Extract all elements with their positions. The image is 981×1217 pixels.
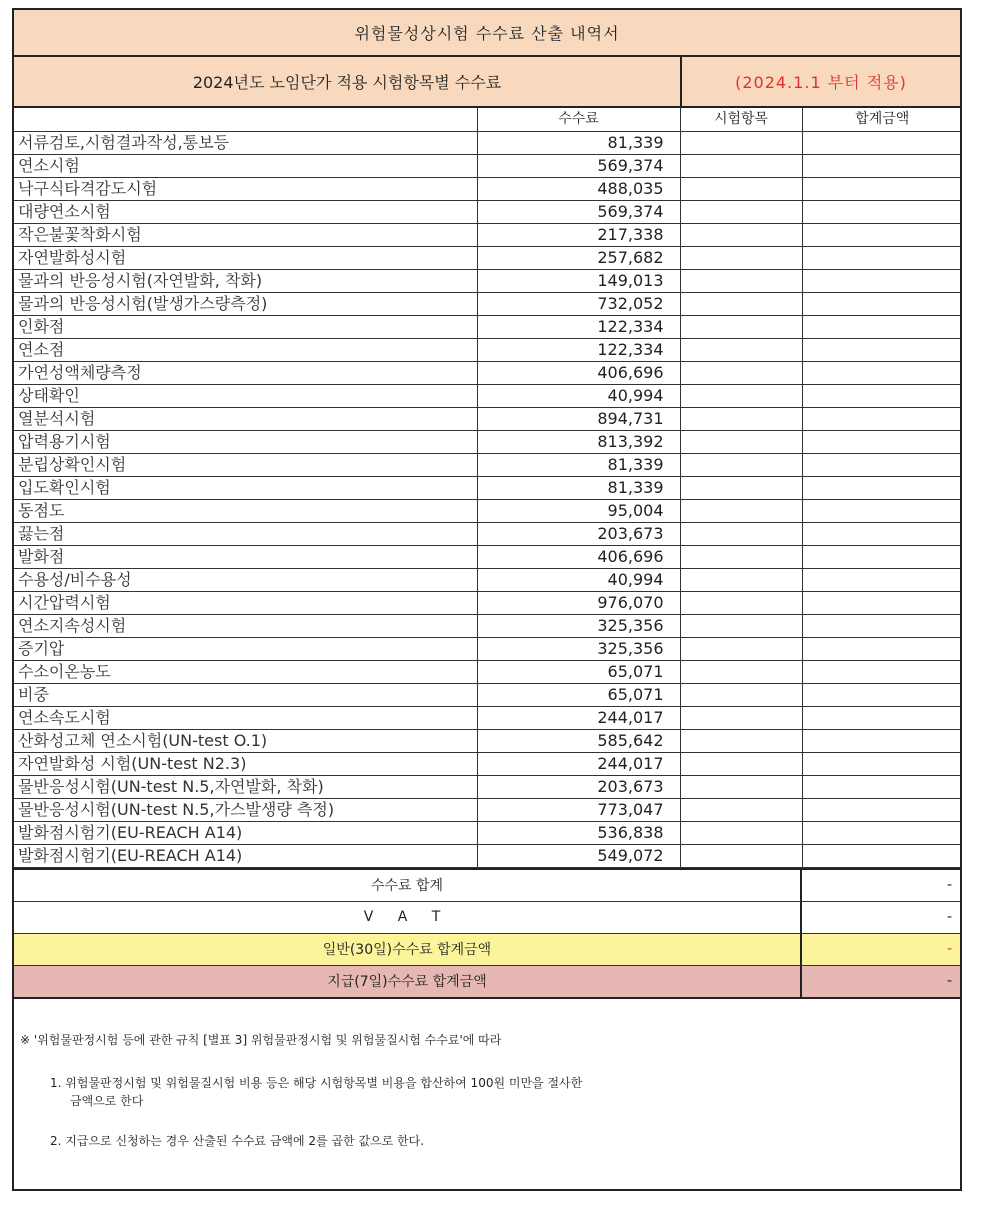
table-row xyxy=(14,683,962,706)
fee-table-body xyxy=(14,131,962,867)
test-item-cell xyxy=(680,660,802,683)
test-item-cell xyxy=(680,683,802,706)
test-name-cell: 비중 xyxy=(14,683,477,706)
test-name-cell: 연소시험 xyxy=(14,154,477,177)
table-row xyxy=(14,338,962,361)
table-row xyxy=(14,637,962,660)
test-name-cell: 발화점시험기(EU-REACH A14) xyxy=(14,821,477,844)
fee-cell: 40,994 xyxy=(477,568,680,591)
fee-cell: 536,838 xyxy=(477,821,680,844)
fee-cell: 569,374 xyxy=(477,200,680,223)
fee-cell: 65,071 xyxy=(477,683,680,706)
table-row xyxy=(14,154,962,177)
fee-statement-sheet xyxy=(12,8,962,1191)
test-name-cell: 발화점 xyxy=(14,545,477,568)
subheader xyxy=(14,57,960,108)
note-item-2-text: 지급으로 신청하는 경우 산출된 수수료 금액에 2를 곱한 값으로 한다. xyxy=(65,1133,425,1148)
table-row xyxy=(14,729,962,752)
test-name-cell: 수용성/비수용성 xyxy=(14,568,477,591)
total-amount-cell xyxy=(802,844,962,867)
urgent-total-label: 지급(7일)수수료 합계금액 xyxy=(14,966,802,997)
fee-cell: 325,356 xyxy=(477,614,680,637)
test-name-cell: 수소이온농도 xyxy=(14,660,477,683)
fee-cell: 203,673 xyxy=(477,775,680,798)
test-item-cell xyxy=(680,752,802,775)
total-amount-cell xyxy=(802,315,962,338)
fee-cell: 488,035 xyxy=(477,177,680,200)
normal-total-value: - xyxy=(946,941,952,957)
column-header-name xyxy=(14,108,477,131)
test-name-cell: 끓는점 xyxy=(14,522,477,545)
total-amount-cell xyxy=(802,729,962,752)
table-row xyxy=(14,361,962,384)
total-amount-cell xyxy=(802,453,962,476)
note-item-2-number: 2. xyxy=(50,1133,62,1148)
table-row xyxy=(14,568,962,591)
fee-cell: 149,013 xyxy=(477,269,680,292)
fee-total-label: 수수료 합계 xyxy=(14,870,802,901)
fee-cell: 244,017 xyxy=(477,752,680,775)
totals-section xyxy=(14,868,960,999)
fee-total-value: - xyxy=(946,877,952,893)
test-name-cell: 발화점시험기(EU-REACH A14) xyxy=(14,844,477,867)
test-name-cell: 대량연소시험 xyxy=(14,200,477,223)
fee-cell: 122,334 xyxy=(477,338,680,361)
total-amount-cell xyxy=(802,154,962,177)
test-item-cell xyxy=(680,568,802,591)
table-row xyxy=(14,453,962,476)
total-amount-cell xyxy=(802,821,962,844)
urgent-total-row xyxy=(14,965,960,999)
total-amount-cell xyxy=(802,637,962,660)
total-amount-cell xyxy=(802,292,962,315)
total-amount-cell xyxy=(802,775,962,798)
fee-cell: 406,696 xyxy=(477,545,680,568)
total-amount-cell xyxy=(802,522,962,545)
test-item-cell xyxy=(680,177,802,200)
test-item-cell xyxy=(680,775,802,798)
column-header-fee: 수수료 xyxy=(477,108,680,131)
fee-cell: 81,339 xyxy=(477,453,680,476)
test-name-cell: 입도확인시험 xyxy=(14,476,477,499)
fee-cell: 406,696 xyxy=(477,361,680,384)
total-amount-cell xyxy=(802,177,962,200)
fee-cell: 585,642 xyxy=(477,729,680,752)
total-amount-cell xyxy=(802,269,962,292)
note-item-1-number: 1. xyxy=(50,1075,62,1090)
test-item-cell xyxy=(680,706,802,729)
test-item-cell xyxy=(680,407,802,430)
vat-row xyxy=(14,901,960,933)
test-item-cell xyxy=(680,269,802,292)
test-item-cell xyxy=(680,844,802,867)
fee-cell: 813,392 xyxy=(477,430,680,453)
note-item-1-line2: 금액으로 한다 xyxy=(70,1093,144,1108)
total-amount-cell xyxy=(802,246,962,269)
fee-cell: 244,017 xyxy=(477,706,680,729)
total-amount-cell xyxy=(802,660,962,683)
fee-cell: 81,339 xyxy=(477,131,680,154)
test-item-cell xyxy=(680,154,802,177)
test-item-cell xyxy=(680,522,802,545)
fee-cell: 325,356 xyxy=(477,637,680,660)
table-row xyxy=(14,798,962,821)
test-item-cell xyxy=(680,200,802,223)
table-row xyxy=(14,821,962,844)
fee-cell: 217,338 xyxy=(477,223,680,246)
test-item-cell xyxy=(680,361,802,384)
total-amount-cell xyxy=(802,798,962,821)
fee-cell: 203,673 xyxy=(477,522,680,545)
test-item-cell xyxy=(680,430,802,453)
normal-total-row xyxy=(14,933,960,965)
fee-cell: 732,052 xyxy=(477,292,680,315)
test-item-cell xyxy=(680,315,802,338)
test-name-cell: 물반응성시험(UN-test N.5,가스발생량 측정) xyxy=(14,798,477,821)
test-name-cell: 연소속도시험 xyxy=(14,706,477,729)
fee-cell: 569,374 xyxy=(477,154,680,177)
table-row xyxy=(14,315,962,338)
table-row xyxy=(14,752,962,775)
test-name-cell: 인화점 xyxy=(14,315,477,338)
notes-heading: ※ '위험물판정시험 등에 관한 규칙 [별표 3] 위험물판정시험 및 위험물질시험 수수료'에 따라 xyxy=(20,1032,502,1047)
test-item-cell xyxy=(680,223,802,246)
table-row xyxy=(14,706,962,729)
fee-cell: 976,070 xyxy=(477,591,680,614)
total-amount-cell xyxy=(802,223,962,246)
fee-cell: 65,071 xyxy=(477,660,680,683)
fee-cell: 773,047 xyxy=(477,798,680,821)
note-item-1-line1: 위험물판정시험 및 위험물질시험 비용 등은 해당 시험항목별 비용을 합산하여 100원 미만을 절사한 xyxy=(65,1075,583,1090)
total-amount-cell xyxy=(802,430,962,453)
total-amount-cell xyxy=(802,499,962,522)
test-item-cell xyxy=(680,591,802,614)
normal-total-label: 일반(30일)수수료 합계금액 xyxy=(14,934,802,965)
test-name-cell: 작은불꽃착화시험 xyxy=(14,223,477,246)
test-name-cell: 동점도 xyxy=(14,499,477,522)
test-name-cell: 자연발화성시험 xyxy=(14,246,477,269)
total-amount-cell xyxy=(802,591,962,614)
notes-section xyxy=(14,999,960,1150)
table-row xyxy=(14,384,962,407)
document-title: 위험물성상시험 수수료 산출 내역서 xyxy=(14,10,960,57)
table-row xyxy=(14,269,962,292)
total-amount-cell xyxy=(802,706,962,729)
table-row xyxy=(14,522,962,545)
total-amount-cell xyxy=(802,476,962,499)
total-amount-cell xyxy=(802,338,962,361)
total-amount-cell xyxy=(802,361,962,384)
table-row xyxy=(14,775,962,798)
total-amount-cell xyxy=(802,200,962,223)
test-item-cell xyxy=(680,729,802,752)
table-row xyxy=(14,407,962,430)
fee-cell: 40,994 xyxy=(477,384,680,407)
urgent-total-value: - xyxy=(946,973,952,989)
fee-table xyxy=(14,108,962,868)
table-row xyxy=(14,131,962,154)
test-item-cell xyxy=(680,637,802,660)
fee-table-header xyxy=(14,108,962,131)
test-item-cell xyxy=(680,614,802,637)
table-row xyxy=(14,844,962,867)
total-amount-cell xyxy=(802,131,962,154)
test-name-cell: 상태확인 xyxy=(14,384,477,407)
effective-date: (2024.1.1 부터 적용) xyxy=(735,73,907,92)
test-item-cell xyxy=(680,384,802,407)
subheader-left: 2024년도 노임단가 적용 시험항목별 수수료 xyxy=(14,57,682,106)
note-item-1 xyxy=(20,1074,960,1110)
table-row xyxy=(14,614,962,637)
fee-cell: 257,682 xyxy=(477,246,680,269)
test-item-cell xyxy=(680,246,802,269)
table-row xyxy=(14,430,962,453)
test-name-cell: 열분석시험 xyxy=(14,407,477,430)
test-item-cell xyxy=(680,453,802,476)
total-amount-cell xyxy=(802,683,962,706)
total-amount-cell xyxy=(802,384,962,407)
table-row xyxy=(14,223,962,246)
test-item-cell xyxy=(680,131,802,154)
test-item-cell xyxy=(680,545,802,568)
test-item-cell xyxy=(680,821,802,844)
column-header-total: 합계금액 xyxy=(802,108,962,131)
vat-value: - xyxy=(946,909,952,925)
test-name-cell: 물과의 반응성시험(발생가스량측정) xyxy=(14,292,477,315)
note-item-2 xyxy=(20,1132,960,1150)
fee-total-row xyxy=(14,868,960,901)
test-name-cell: 증기압 xyxy=(14,637,477,660)
test-name-cell: 물반응성시험(UN-test N.5,자연발화, 착화) xyxy=(14,775,477,798)
table-row xyxy=(14,476,962,499)
column-header-test-item: 시험항목 xyxy=(680,108,802,131)
table-row xyxy=(14,292,962,315)
test-name-cell: 분립상확인시험 xyxy=(14,453,477,476)
fee-cell: 81,339 xyxy=(477,476,680,499)
fee-cell: 95,004 xyxy=(477,499,680,522)
test-name-cell: 자연발화성 시험(UN-test N2.3) xyxy=(14,752,477,775)
fee-cell: 122,334 xyxy=(477,315,680,338)
test-item-cell xyxy=(680,499,802,522)
test-name-cell: 낙구식타격감도시험 xyxy=(14,177,477,200)
table-row xyxy=(14,246,962,269)
table-row xyxy=(14,591,962,614)
test-name-cell: 서류검토,시험결과작성,통보등 xyxy=(14,131,477,154)
test-item-cell xyxy=(680,798,802,821)
test-name-cell: 압력용기시험 xyxy=(14,430,477,453)
total-amount-cell xyxy=(802,545,962,568)
table-row xyxy=(14,177,962,200)
vat-label: V A T xyxy=(14,902,802,933)
test-name-cell: 연소지속성시험 xyxy=(14,614,477,637)
test-name-cell: 연소점 xyxy=(14,338,477,361)
test-name-cell: 가연성액체량측정 xyxy=(14,361,477,384)
table-row xyxy=(14,499,962,522)
test-item-cell xyxy=(680,292,802,315)
total-amount-cell xyxy=(802,614,962,637)
total-amount-cell xyxy=(802,752,962,775)
table-row xyxy=(14,545,962,568)
fee-cell: 894,731 xyxy=(477,407,680,430)
total-amount-cell xyxy=(802,568,962,591)
test-item-cell xyxy=(680,338,802,361)
test-name-cell: 시간압력시험 xyxy=(14,591,477,614)
fee-cell: 549,072 xyxy=(477,844,680,867)
test-name-cell: 물과의 반응성시험(자연발화, 착화) xyxy=(14,269,477,292)
table-row xyxy=(14,660,962,683)
test-name-cell: 산화성고체 연소시험(UN-test O.1) xyxy=(14,729,477,752)
test-item-cell xyxy=(680,476,802,499)
table-row xyxy=(14,200,962,223)
total-amount-cell xyxy=(802,407,962,430)
